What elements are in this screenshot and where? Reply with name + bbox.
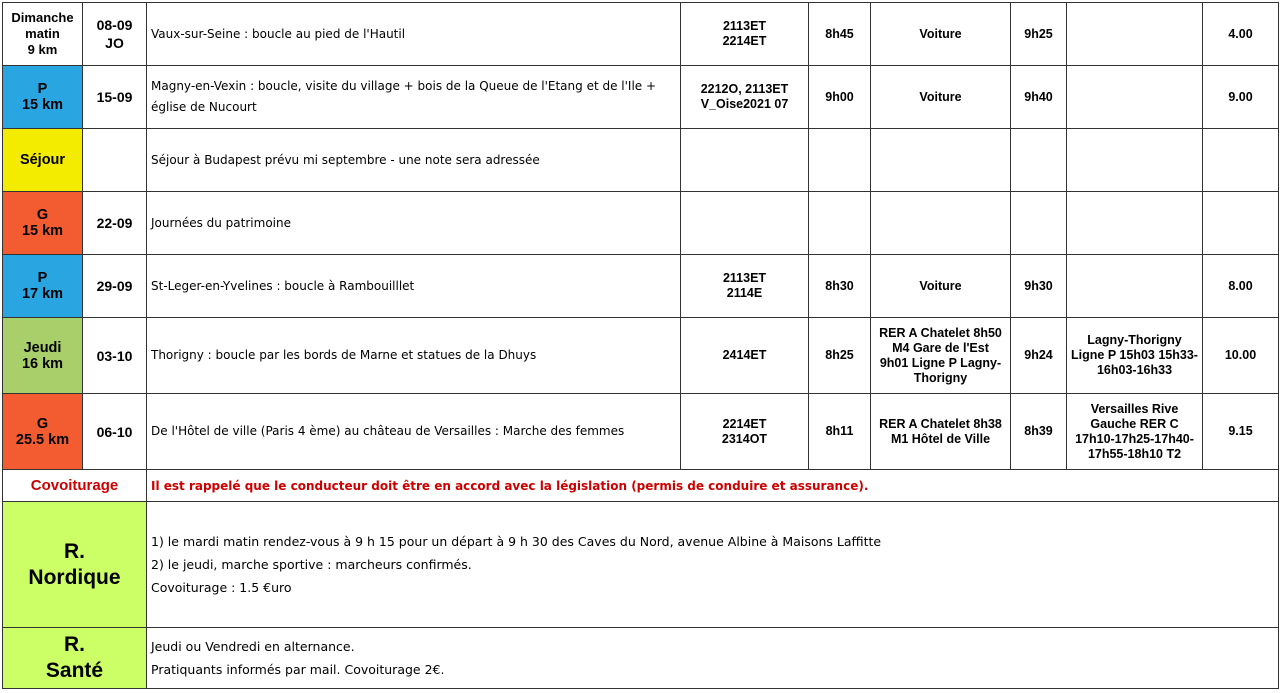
table-row	[3, 318, 1279, 394]
map-ref: 2113ET	[722, 19, 767, 33]
distance-label: 25.5 km	[15, 431, 70, 448]
date-cell	[83, 129, 147, 192]
map-ref: 2214ET	[722, 34, 767, 48]
map-ref: V_Oise2021 07	[700, 97, 789, 111]
meeting-time	[809, 129, 871, 192]
return-cell	[1067, 3, 1203, 66]
transport-cell: Voiture	[871, 255, 1011, 318]
sante-line: Pratiquants informés par mail. Covoiturage 2€.	[151, 662, 445, 677]
category-cell	[3, 192, 83, 255]
return-cell	[1067, 255, 1203, 318]
distance-label: 15 km	[21, 223, 64, 239]
category-cell	[3, 66, 83, 129]
map-cell	[681, 318, 809, 394]
map-ref: 2314OT	[721, 431, 768, 446]
category-cell	[3, 129, 83, 192]
return-line: Versailles Rive	[1090, 401, 1179, 416]
price-cell	[1203, 192, 1279, 255]
category-cell	[3, 3, 83, 66]
category-label: P	[37, 270, 48, 286]
date-label: 22-09	[96, 215, 133, 231]
nordique-row	[3, 502, 1279, 628]
date-label: 06-10	[96, 423, 133, 440]
date-note: JO	[105, 35, 124, 51]
nordique-line: Covoiturage : 1.5 €uro	[151, 580, 292, 595]
transport-line: 9h01 Ligne P Lagny-	[879, 355, 1002, 370]
date-label: 15-09	[96, 89, 133, 105]
transport-cell	[871, 129, 1011, 192]
category-label: P	[37, 81, 48, 97]
covoiturage-notice: Il est rappelé que le conducteur doit être en accord avec la législation (permis de conduire et assurance).	[147, 470, 1279, 502]
map-cell	[681, 3, 809, 66]
distance-label: 9 km	[27, 42, 58, 57]
distance-label: 15 km	[21, 97, 64, 113]
map-ref: 2214ET	[722, 416, 767, 431]
category-cell	[3, 318, 83, 394]
nordique-label-line: Nordique	[28, 565, 121, 589]
date-cell	[83, 66, 147, 129]
transport-line: M1 Hôtel de Ville	[890, 431, 991, 446]
description-cell: Journées du patrimoine	[147, 192, 681, 255]
return-cell	[1067, 192, 1203, 255]
map-cell	[681, 66, 809, 129]
departure-time	[1011, 192, 1067, 255]
category-label: Jeudi	[23, 339, 62, 356]
meeting-time: 8h30	[809, 255, 871, 318]
table-row	[3, 129, 1279, 192]
departure-time: 9h25	[1011, 3, 1067, 66]
transport-cell	[871, 318, 1011, 394]
meeting-time: 8h11	[809, 394, 871, 470]
return-line: 17h10-17h25-17h40-	[1075, 431, 1194, 446]
nordique-line: 1) le mardi matin rendez-vous à 9 h 15 pour un départ à 9 h 30 des Caves du Nord, avenue Albine à Maisons Laffitte	[151, 534, 882, 549]
sante-label	[3, 628, 147, 689]
return-line: Lagny-Thorigny	[1087, 333, 1182, 347]
date-cell	[83, 394, 147, 470]
map-cell	[681, 129, 809, 192]
map-ref: 2212O, 2113ET	[700, 82, 789, 96]
description-cell: Vaux-sur-Seine : boucle au pied de l'Hautil	[147, 3, 681, 66]
category-label: matin	[25, 26, 60, 41]
category-label: Dimanche	[11, 10, 74, 25]
category-cell	[3, 255, 83, 318]
date-cell	[83, 192, 147, 255]
transport-line: Thorigny	[913, 370, 968, 385]
transport-cell	[871, 394, 1011, 470]
meeting-time: 8h25	[809, 318, 871, 394]
transport-line: M4 Gare de l'Est	[892, 340, 989, 355]
return-cell	[1067, 318, 1203, 394]
date-cell	[83, 255, 147, 318]
return-cell	[1067, 129, 1203, 192]
transport-cell: Voiture	[871, 3, 1011, 66]
table-row	[3, 255, 1279, 318]
distance-label: 16 km	[21, 355, 64, 372]
table-row	[3, 3, 1279, 66]
description-cell: De l'Hôtel de ville (Paris 4 ème) au château de Versailles : Marche des femmes	[147, 394, 681, 470]
departure-time: 9h24	[1011, 318, 1067, 394]
nordique-label-line: R.	[64, 539, 85, 563]
date-cell	[83, 318, 147, 394]
nordique-text	[147, 502, 1279, 628]
description-cell: Séjour à Budapest prévu mi septembre - une note sera adressée	[147, 129, 681, 192]
covoiturage-row	[3, 470, 1279, 502]
return-line: Ligne P 15h03 15h33-	[1071, 348, 1198, 362]
nordique-label	[3, 502, 147, 628]
return-cell	[1067, 66, 1203, 129]
departure-time: 9h30	[1011, 255, 1067, 318]
category-label: G	[36, 207, 49, 223]
return-line: 17h55-18h10 T2	[1087, 446, 1182, 461]
price-cell: 9.00	[1203, 66, 1279, 129]
meeting-time	[809, 192, 871, 255]
description-cell: Magny-en-Vexin : boucle, visite du village + bois de la Queue de l'Etang et de l'Ile + église de Nucourt	[147, 66, 681, 129]
price-cell: 4.00	[1203, 3, 1279, 66]
covoiturage-label: Covoiturage	[3, 470, 147, 502]
transport-line: RER A Chatelet 8h38	[879, 416, 1002, 431]
category-label: Séjour	[19, 152, 66, 168]
transport-line: RER A Chatelet 8h50	[879, 325, 1002, 340]
return-line: 16h03-16h33	[1096, 363, 1173, 377]
category-label: G	[36, 415, 49, 432]
price-cell: 9.15	[1203, 394, 1279, 470]
map-ref: 2414ET	[722, 348, 767, 362]
description-cell: St-Leger-en-Yvelines : boucle à Rambouilllet	[147, 255, 681, 318]
sante-row	[3, 628, 1279, 689]
nordique-line: 2) le jeudi, marche sportive : marcheurs confirmés.	[151, 557, 472, 572]
sante-line: Jeudi ou Vendredi en alternance.	[151, 639, 355, 654]
date-label: 29-09	[96, 278, 133, 294]
return-line: Gauche RER C	[1090, 416, 1179, 431]
departure-time: 8h39	[1011, 394, 1067, 470]
description-cell: Thorigny : boucle par les bords de Marne et statues de la Dhuys	[147, 318, 681, 394]
price-cell: 8.00	[1203, 255, 1279, 318]
transport-cell: Voiture	[871, 66, 1011, 129]
transport-cell	[871, 192, 1011, 255]
map-cell	[681, 255, 809, 318]
map-cell	[681, 192, 809, 255]
sante-label-line: Santé	[45, 659, 104, 682]
meeting-time: 9h00	[809, 66, 871, 129]
sante-text	[147, 628, 1279, 689]
map-cell	[681, 394, 809, 470]
table-row	[3, 394, 1279, 470]
table-row	[3, 66, 1279, 129]
meeting-time: 8h45	[809, 3, 871, 66]
map-ref: 2113ET	[722, 271, 767, 285]
departure-time	[1011, 129, 1067, 192]
distance-label: 17 km	[21, 286, 64, 302]
return-cell	[1067, 394, 1203, 470]
schedule-table	[2, 2, 1279, 689]
table-row	[3, 192, 1279, 255]
date-label: 03-10	[96, 347, 133, 364]
price-cell: 10.00	[1203, 318, 1279, 394]
price-cell	[1203, 129, 1279, 192]
category-cell	[3, 394, 83, 470]
sante-label-line: R.	[64, 633, 85, 656]
date-label: 08-09	[96, 17, 133, 33]
departure-time: 9h40	[1011, 66, 1067, 129]
date-cell	[83, 3, 147, 66]
map-ref: 2114E	[726, 286, 763, 300]
